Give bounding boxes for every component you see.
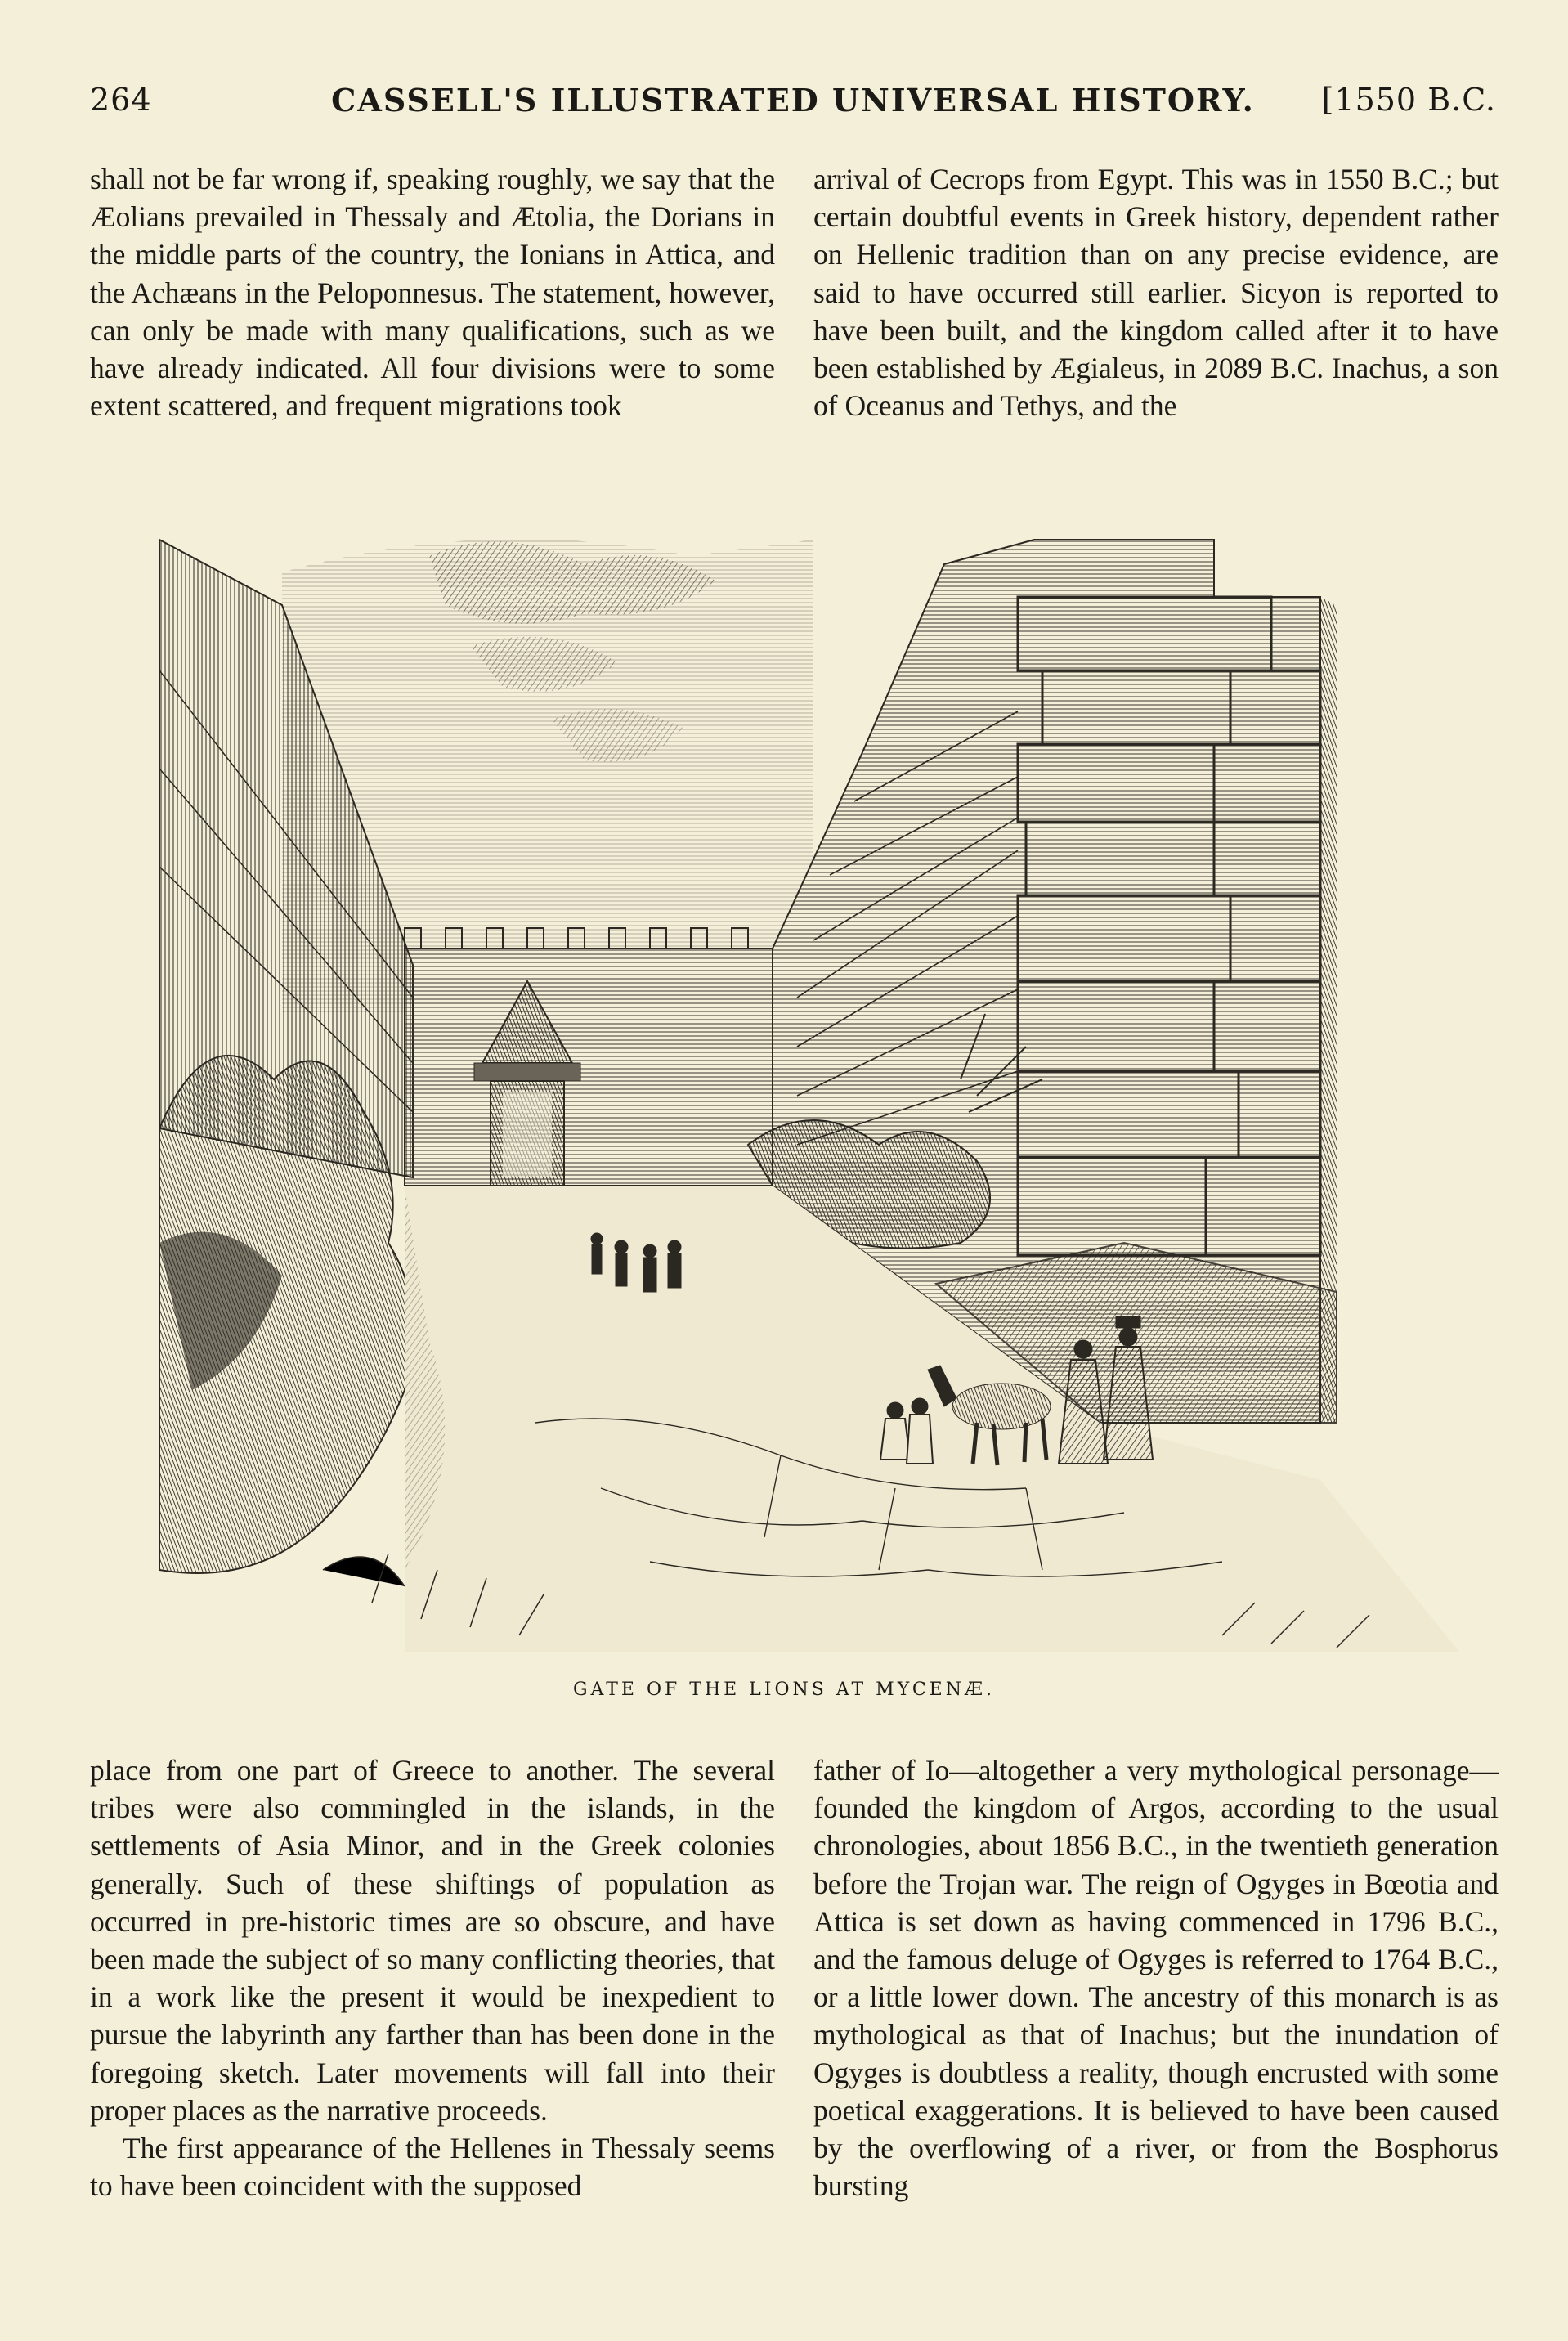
column-bottom-left [90,1751,775,2204]
illustration-caption: GATE OF THE LIONS AT MYCENÆ. [572,1680,995,1700]
page-date: [1550 B.C. [1321,82,1496,118]
book-title: CASSELL'S ILLUSTRATED UNIVERSAL HISTORY. [331,82,1255,119]
paragraph: place from one part of Greece to another. The several tribes were also commingled in the islands, in the settlements of Asia Minor, and in the Greek colonies generally. Such of these shiftings of population as occurred in pre-historic times are so obscure, and have been made the subject of so many conflicting theories, that in a work like the present it would be inexpedient to pursue the labyrinth any farther than has been done in the foregoing sketch. Later movements will fall into their proper places as the narrative proceeds. [90,1754,775,2127]
left-bushes [159,1056,414,1573]
back-wall [405,928,773,1186]
running-head [90,82,1496,131]
column-bottom-right [813,1751,1499,2204]
paragraph: The first appearance of the Hellenes in Thessaly seems to have been coincident with the supposed [90,2132,775,2203]
paragraph: arrival of Cecrops from Egypt. This was in 1550 B.C.; but certain doubtful events in Greek history, dependent rather on Hellenic tradition than on any precise evidence, are said to have occurred still earlier. Sicyon is reported to have been built, and the kingdom called after it to have been established by Ægialeus, in 2089 B.C. Inachus, a son of Oceanus and Tethys, and the [813,163,1499,423]
paragraph: shall not be far wrong if, speaking roughly, we say that the Æolians prevailed in Thessaly and Ætolia, the Dorians in the middle parts of the country, the Ionians in Attica, and the Achæans in the Peloponnesus. The statement, however, can only be made with many qualifications, such as we have already indicated. All four divisions were to some extent scattered, and frequent migrations took [90,163,775,423]
illustration-gate-of-lions [159,507,1459,1656]
column-top-left [90,160,775,424]
paragraph: father of Io—altogether a very mythological personage—founded the kingdom of Argos, according to the usual chronologies, about 1856 B.C., in the twentieth generation before the Trojan war. The reign of Ogyges in Bœotia and Attica is set down as having commenced in 1796 B.C., and the famous deluge of Ogyges is referred to 1764 B.C., or a little lower down. The ancestry of this monarch is as mythological as that of Inachus; but the inundation of Ogyges is doubtless a reality, though encrusted with some poetical exaggerations. It is believed to have been caused by the overflowing of a river, or from the Bosphorus bursting [813,1754,1499,2203]
engraving [159,507,1459,1656]
column-top-right [813,160,1499,424]
page-number: 264 [90,82,152,118]
